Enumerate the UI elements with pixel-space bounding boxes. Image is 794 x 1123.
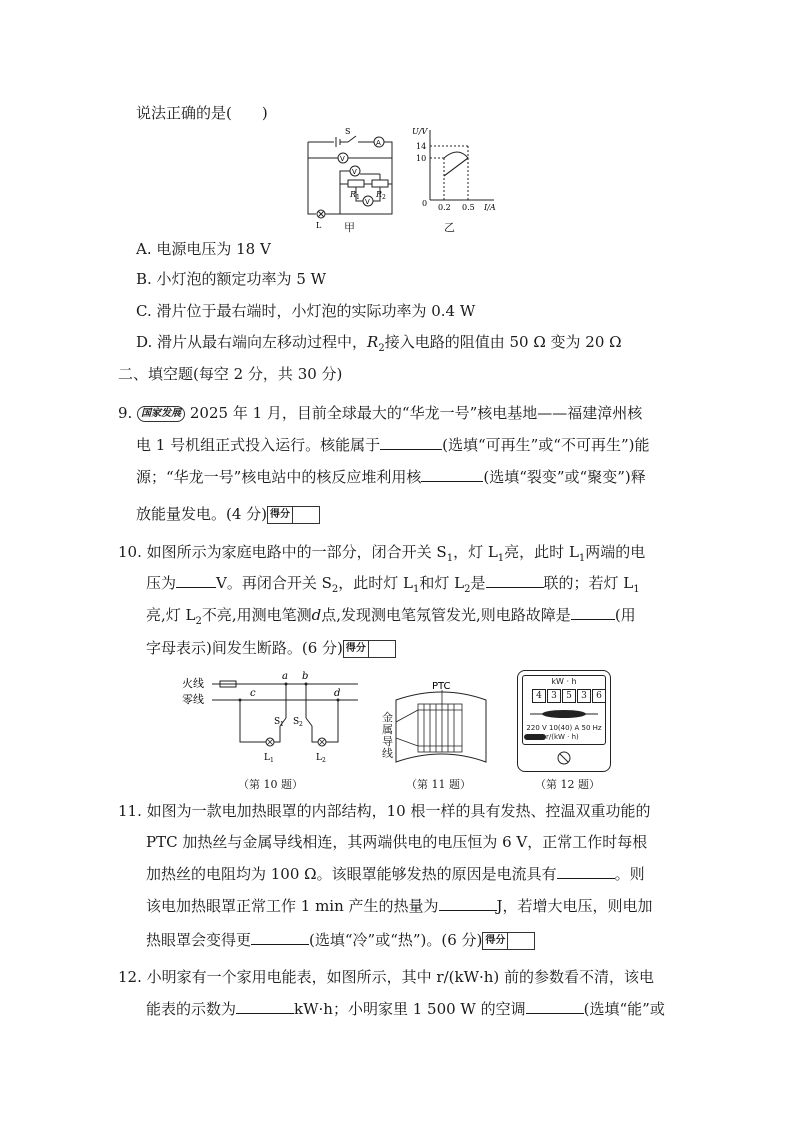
q10-l2-l1: 1 <box>413 584 420 595</box>
q9-line3 <box>136 466 646 487</box>
graph-origin: 0 <box>422 199 428 208</box>
meter-rev-unit: r/(kW · h) <box>546 733 579 741</box>
q9-line1-text: 2025 年 1 月，目前全球最大的“华龙一号”核电基地——福建漳州核 <box>189 404 643 422</box>
graph-y-tick-14: 14 <box>416 142 427 151</box>
q10-l2e: 是 <box>470 574 486 592</box>
q10-l1c: 亮，此时 L <box>504 543 579 561</box>
q8-option-d <box>136 331 622 354</box>
q8-circuit-diagram <box>300 128 400 232</box>
q11-score-box <box>482 932 535 950</box>
section-title: 二、填空题(每空 2 分，共 30 分) <box>118 365 343 383</box>
q10-l1-l1: 1 <box>497 553 505 564</box>
q8-option-d-sub: 2 <box>378 343 385 354</box>
q8-fig-right-caption: 乙 <box>444 221 455 234</box>
q12-l2a: 能表的示数为 <box>146 1000 237 1018</box>
fig10-point-c: c <box>250 688 256 699</box>
q12-line2 <box>146 998 665 1019</box>
q11-line4 <box>146 895 653 916</box>
fig10-caption: （第 10 题） <box>238 778 303 791</box>
q9-line3-b: (选填“裂变”或“聚变”)释 <box>483 468 646 486</box>
meter-blurred-value <box>524 734 546 740</box>
q11-l5a: 热眼罩会变得更 <box>146 931 252 949</box>
q9-blank-2[interactable] <box>421 467 483 482</box>
q11-line2: PTC 加热丝与金属导线相连，其两端供电的电压恒为 6 V，正常工作时每根 <box>146 833 648 851</box>
q11-l3b: 。则 <box>614 865 645 883</box>
r2-label: R <box>376 190 383 199</box>
q10-l2a: 压为 <box>146 574 177 592</box>
score-label: 得分 <box>483 933 508 949</box>
q9-line2-a: 电 1 号机组正式投入运行。核能属于 <box>136 436 381 454</box>
voltmeter-label: V <box>340 155 345 163</box>
q10-l2-l2: 2 <box>464 584 471 595</box>
q12-l1: 小明家有一个家用电能表，如图所示，其中 r/(kW·h) 前的参数看不清，该电 <box>146 968 655 986</box>
meter-unit: kW · h <box>551 677 577 686</box>
q8-option-d-text-2: 接入电路的阻值由 50 Ω 变为 20 Ω <box>384 333 622 351</box>
q10-l1d: 两端的电 <box>585 543 646 561</box>
fig11-ptc-label: PTC <box>432 681 451 692</box>
fig10-neutral-label: 零线 <box>182 693 204 706</box>
q9-line1 <box>118 402 642 423</box>
r2-sub: 2 <box>382 194 386 201</box>
fig11-eye-mask <box>382 680 502 770</box>
q11-l3a: 加热丝的电阻均为 100 Ω。该眼罩能够发热的原因是电流具有 <box>146 865 557 883</box>
fig10-household-circuit <box>182 668 358 766</box>
q9-line2-b: (选填“可再生”或“不可再生”)能 <box>442 436 650 454</box>
q8-option-b: B. 小灯泡的额定功率为 5 W <box>136 270 327 288</box>
score-label: 得分 <box>344 641 369 657</box>
q11-line3 <box>146 863 645 884</box>
fig12-electric-meter <box>517 670 611 772</box>
fig11-caption: （第 11 题） <box>406 778 471 791</box>
q11-l4b: J，若增大电压，则电加 <box>496 897 653 915</box>
q10-score-box <box>343 640 396 658</box>
q8-option-a: A. 电源电压为 18 V <box>136 240 271 258</box>
r1-label: R <box>350 190 357 199</box>
q10-line2 <box>146 572 640 595</box>
q10-blank-2[interactable] <box>486 573 544 588</box>
fig10-fire-label: 火线 <box>182 677 204 690</box>
meter-spec: 220 V 10(40) A 50 Hz <box>526 724 602 732</box>
q10-line1 <box>118 541 645 564</box>
q12-blank-1[interactable] <box>236 999 294 1014</box>
meter-digit-5: 6 <box>592 689 606 703</box>
ammeter-label: A <box>376 139 381 147</box>
fig10-point-a: a <box>282 671 288 682</box>
fig11-wire-label: 金属导线 <box>382 711 393 760</box>
q12-blank-2[interactable] <box>526 999 584 1014</box>
graph-x-axis-label: I/A <box>484 203 496 212</box>
meter-digit-1: 4 <box>532 689 546 703</box>
graph-y-tick-10: 10 <box>416 154 427 163</box>
meter-digits <box>532 689 606 703</box>
fig10-s1: S <box>274 717 281 727</box>
q10-l2c: ，此时灯 L <box>338 574 414 592</box>
score-label: 得分 <box>268 507 293 523</box>
q12-number: 12. <box>118 968 142 986</box>
q8-option-c: C. 滑片位于最右端时，小灯泡的实际功率为 0.4 W <box>136 302 476 320</box>
q10-line3 <box>146 604 636 627</box>
fig10-l1-sub: 1 <box>270 757 274 764</box>
q10-l3-l2: 2 <box>195 616 202 627</box>
q9-line4-text: 放能量发电。(4 分) <box>136 505 268 523</box>
fig10-l1: L <box>264 753 270 763</box>
graph-x-tick-02: 0.2 <box>438 203 451 212</box>
q10-line4 <box>146 637 396 658</box>
meter-digit-2: 3 <box>547 689 561 703</box>
q12-line1 <box>118 966 654 987</box>
fig10-s2-sub: 2 <box>299 721 303 728</box>
fig10-l2-sub: 2 <box>322 757 326 764</box>
q10-l3b: 不亮,用测电笔测 <box>201 606 312 624</box>
q8-fig-left-caption: 甲 <box>344 221 355 234</box>
switch-label: S <box>345 128 351 136</box>
fig10-s2: S <box>293 717 300 727</box>
q10-l2-l1c: 1 <box>633 584 640 595</box>
q8-stem-tail: 说法正确的是( ) <box>136 104 268 122</box>
q10-blank-1[interactable] <box>176 573 216 588</box>
q10-l4: 字母表示)间发生断路。(6 分) <box>146 639 343 657</box>
q8-option-d-text-1: D. 滑片从最右端向左移动过程中， <box>136 333 368 351</box>
q10-l1-s1: 1 <box>446 553 454 564</box>
voltmeter-label-3: V <box>365 198 370 206</box>
q10-l3c: 点,发现测电笔氖管发光,则电路故障是 <box>321 606 571 624</box>
meter-rev-row <box>524 733 604 741</box>
q12-l2b: kW·h；小明家里 1 500 W 的空调 <box>294 1000 526 1018</box>
q11-blank-3[interactable] <box>251 930 309 945</box>
q11-l1: 如图为一款电加热眼罩的内部结构，10 根一样的具有发热、控温双重功能的 <box>146 802 651 820</box>
graph-x-tick-05: 0.5 <box>462 203 475 212</box>
q10-l1b: ，灯 L <box>453 543 498 561</box>
q10-l3-d: d <box>311 606 322 624</box>
q9-line2 <box>136 434 649 455</box>
q10-l2d: 和灯 L <box>419 574 465 592</box>
fig10-point-d: d <box>334 688 341 699</box>
q11-line1 <box>118 800 651 821</box>
r1-sub: 1 <box>356 194 360 201</box>
fig10-l2: L <box>316 753 322 763</box>
national-development-tag: 国家发展 <box>137 406 185 422</box>
q10-blank-3[interactable] <box>571 605 615 620</box>
graph-y-axis-label: U/V <box>412 127 428 136</box>
q8-graph <box>408 124 498 216</box>
q10-l3d: (用 <box>614 606 636 624</box>
q10-l2-s2: 2 <box>331 584 339 595</box>
meter-disk-icon <box>528 707 600 721</box>
q10-l2f: 联的；若灯 L <box>543 574 634 592</box>
meter-digit-3: 5 <box>562 689 576 703</box>
q10-l3a: 亮,灯 L <box>146 606 196 624</box>
q10-l1-l1b: 1 <box>578 553 586 564</box>
q9-score-box <box>267 506 320 524</box>
q10-l2b: V。再闭合开关 S <box>216 574 332 592</box>
q11-blank-2[interactable] <box>439 896 497 911</box>
voltmeter-label-2: V <box>352 168 357 176</box>
q11-number: 11. <box>118 802 142 820</box>
q11-l4a: 该电加热眼罩正常工作 1 min 产生的热量为 <box>146 897 439 915</box>
q9-line4 <box>136 503 320 524</box>
q11-line5 <box>146 929 535 950</box>
q9-number: 9. <box>118 404 133 422</box>
q11-l5b: (选填“冷”或“热”)。(6 分) <box>309 931 483 949</box>
q10-number: 10. <box>118 543 142 561</box>
fig10-s1-sub: 1 <box>280 721 284 728</box>
meter-terminal-icon <box>556 750 572 766</box>
meter-digit-4: 3 <box>577 689 591 703</box>
lamp-label: L <box>316 221 322 230</box>
fig10-point-b: b <box>302 671 309 682</box>
q11-blank-1[interactable] <box>557 864 615 879</box>
q9-line3-a: 源；“华龙一号”核电站中的核反应堆利用核 <box>136 468 422 486</box>
q12-l2c: (选填“能”或 <box>583 1000 665 1018</box>
q10-l1a: 如图所示为家庭电路中的一部分，闭合开关 S <box>146 543 447 561</box>
fig12-caption: （第 12 题） <box>535 778 600 791</box>
q9-blank-1[interactable] <box>380 435 442 450</box>
q8-option-d-r: R <box>367 333 379 351</box>
